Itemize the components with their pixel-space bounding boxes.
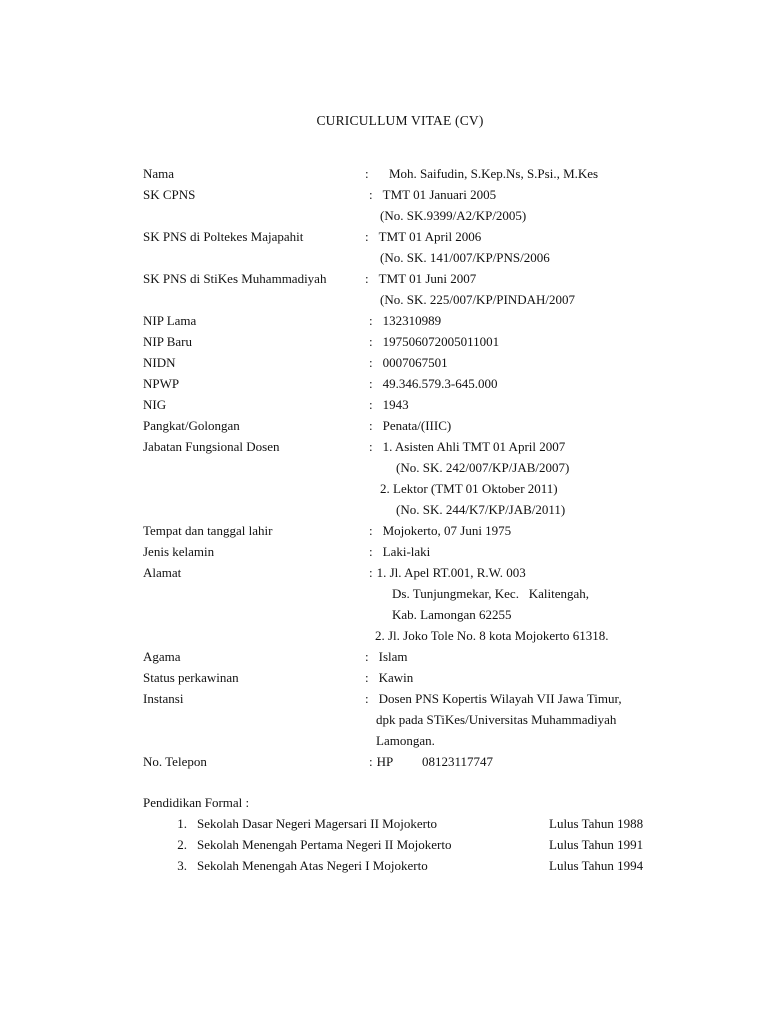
- education-item: [143, 813, 683, 834]
- detail-label: NIP Baru: [143, 334, 192, 349]
- detail-label: SK PNS di StiKes Muhammadiyah: [143, 271, 327, 286]
- detail-row: [143, 226, 703, 247]
- education-school: Sekolah Dasar Negeri Magersari II Mojokerto: [197, 816, 438, 831]
- detail-label: Nama: [143, 166, 175, 181]
- detail-row-continuation: [143, 499, 703, 520]
- detail-value: : 49.346.579.3-645.000: [369, 376, 498, 391]
- detail-row-continuation: [143, 289, 703, 310]
- detail-row-continuation: [143, 457, 703, 478]
- education-section: [143, 792, 683, 876]
- personal-details: [143, 163, 703, 772]
- detail-row: [143, 646, 703, 667]
- education-year: Lulus Tahun 1988: [549, 816, 644, 831]
- detail-row-continuation: [143, 583, 703, 604]
- detail-separator: :: [365, 166, 369, 181]
- detail-value: 2. Lektor (TMT 01 Oktober 2011): [380, 481, 558, 496]
- education-number: 1.: [177, 816, 187, 831]
- education-number: 3.: [177, 858, 187, 873]
- detail-value: : Laki-laki: [369, 544, 431, 559]
- detail-row: [143, 352, 703, 373]
- detail-label: NIG: [143, 397, 167, 412]
- detail-value: : TMT 01 Juni 2007: [365, 271, 477, 286]
- detail-label: NPWP: [143, 376, 180, 391]
- detail-label: Jenis kelamin: [143, 544, 215, 559]
- detail-label: SK CPNS: [143, 187, 196, 202]
- detail-row: [143, 310, 703, 331]
- education-year: Lulus Tahun 1991: [549, 837, 644, 852]
- detail-value: : 197506072005011001: [369, 334, 500, 349]
- detail-value: (No. SK. 141/007/KP/PNS/2006: [380, 250, 550, 265]
- detail-value: : TMT 01 Januari 2005: [369, 187, 497, 202]
- detail-row-continuation: [143, 625, 703, 646]
- detail-value: Kab. Lamongan 62255: [392, 607, 512, 622]
- detail-value: (No. SK. 225/007/KP/PINDAH/2007: [380, 292, 576, 307]
- education-school: Sekolah Menengah Pertama Negeri II Mojokerto: [197, 837, 452, 852]
- detail-value: (No. SK. 244/K7/KP/JAB/2011): [396, 502, 566, 517]
- detail-row: [143, 373, 703, 394]
- detail-separator: :: [365, 271, 369, 286]
- detail-value: : 1. Asisten Ahli TMT 01 April 2007: [369, 439, 566, 454]
- education-year: Lulus Tahun 1994: [549, 858, 644, 873]
- detail-row: [143, 394, 703, 415]
- detail-label: Status perkawinan: [143, 670, 239, 685]
- detail-row: [143, 520, 703, 541]
- detail-value: : TMT 01 April 2006: [365, 229, 482, 244]
- education-item: [143, 834, 683, 855]
- detail-row: [143, 751, 703, 772]
- detail-value: : Kawin: [365, 670, 414, 685]
- detail-row-continuation: [143, 730, 703, 751]
- detail-value: : HP 08123117747: [369, 754, 494, 769]
- education-heading: Pendidikan Formal :: [143, 795, 250, 810]
- detail-row: [143, 667, 703, 688]
- detail-label: Pangkat/Golongan: [143, 418, 240, 433]
- detail-value: : Dosen PNS Kopertis Wilayah VII Jawa Timur,: [365, 691, 622, 706]
- education-item: [143, 855, 683, 876]
- detail-value: Lamongan.: [376, 733, 435, 748]
- detail-label: Instansi: [143, 691, 184, 706]
- detail-row-continuation: [143, 604, 703, 625]
- detail-label: Agama: [143, 649, 181, 664]
- document-title: CURICULLUM VITAE (CV): [316, 113, 484, 128]
- education-school: Sekolah Menengah Atas Negeri I Mojokerto: [197, 858, 428, 873]
- detail-row: [143, 541, 703, 562]
- detail-separator: :: [365, 229, 369, 244]
- detail-value: : 1943: [369, 397, 409, 412]
- detail-value: 2. Jl. Joko Tole No. 8 kota Mojokerto 61318.: [375, 628, 609, 643]
- detail-row-continuation: [143, 247, 703, 268]
- detail-value: : 0007067501: [369, 355, 448, 370]
- detail-value: (No. SK. 242/007/KP/JAB/2007): [396, 460, 570, 475]
- detail-label: NIP Lama: [143, 313, 197, 328]
- detail-row: [143, 184, 703, 205]
- detail-row: [143, 163, 703, 184]
- detail-value: : 132310989: [369, 313, 442, 328]
- detail-separator: :: [369, 187, 373, 202]
- education-number: 2.: [177, 837, 187, 852]
- detail-value: (No. SK.9399/A2/KP/2005): [380, 208, 527, 223]
- detail-value: dpk pada STiKes/Universitas Muhammadiyah: [376, 712, 617, 727]
- detail-value: : Penata/(IIIC): [369, 418, 452, 433]
- detail-label: No. Telepon: [143, 754, 207, 769]
- detail-row-continuation: [143, 205, 703, 226]
- detail-value: Moh. Saifudin, S.Kep.Ns, S.Psi., M.Kes: [389, 166, 599, 181]
- detail-value: Ds. Tunjungmekar, Kec. Kalitengah,: [392, 586, 589, 601]
- detail-row: [143, 331, 703, 352]
- detail-row: [143, 688, 703, 709]
- detail-value: : Islam: [365, 649, 408, 664]
- detail-row: [143, 415, 703, 436]
- detail-label: Alamat: [143, 565, 182, 580]
- detail-row-continuation: [143, 709, 703, 730]
- detail-label: NIDN: [143, 355, 176, 370]
- detail-row: [143, 268, 703, 289]
- detail-label: SK PNS di Poltekes Majapahit: [143, 229, 304, 244]
- detail-value: : Mojokerto, 07 Juni 1975: [369, 523, 512, 538]
- detail-label: Jabatan Fungsional Dosen: [143, 439, 280, 454]
- detail-label: Tempat dan tanggal lahir: [143, 523, 273, 538]
- detail-value: : 1. Jl. Apel RT.001, R.W. 003: [369, 565, 526, 580]
- detail-row: [143, 436, 703, 457]
- detail-row: [143, 562, 703, 583]
- detail-row-continuation: [143, 478, 703, 499]
